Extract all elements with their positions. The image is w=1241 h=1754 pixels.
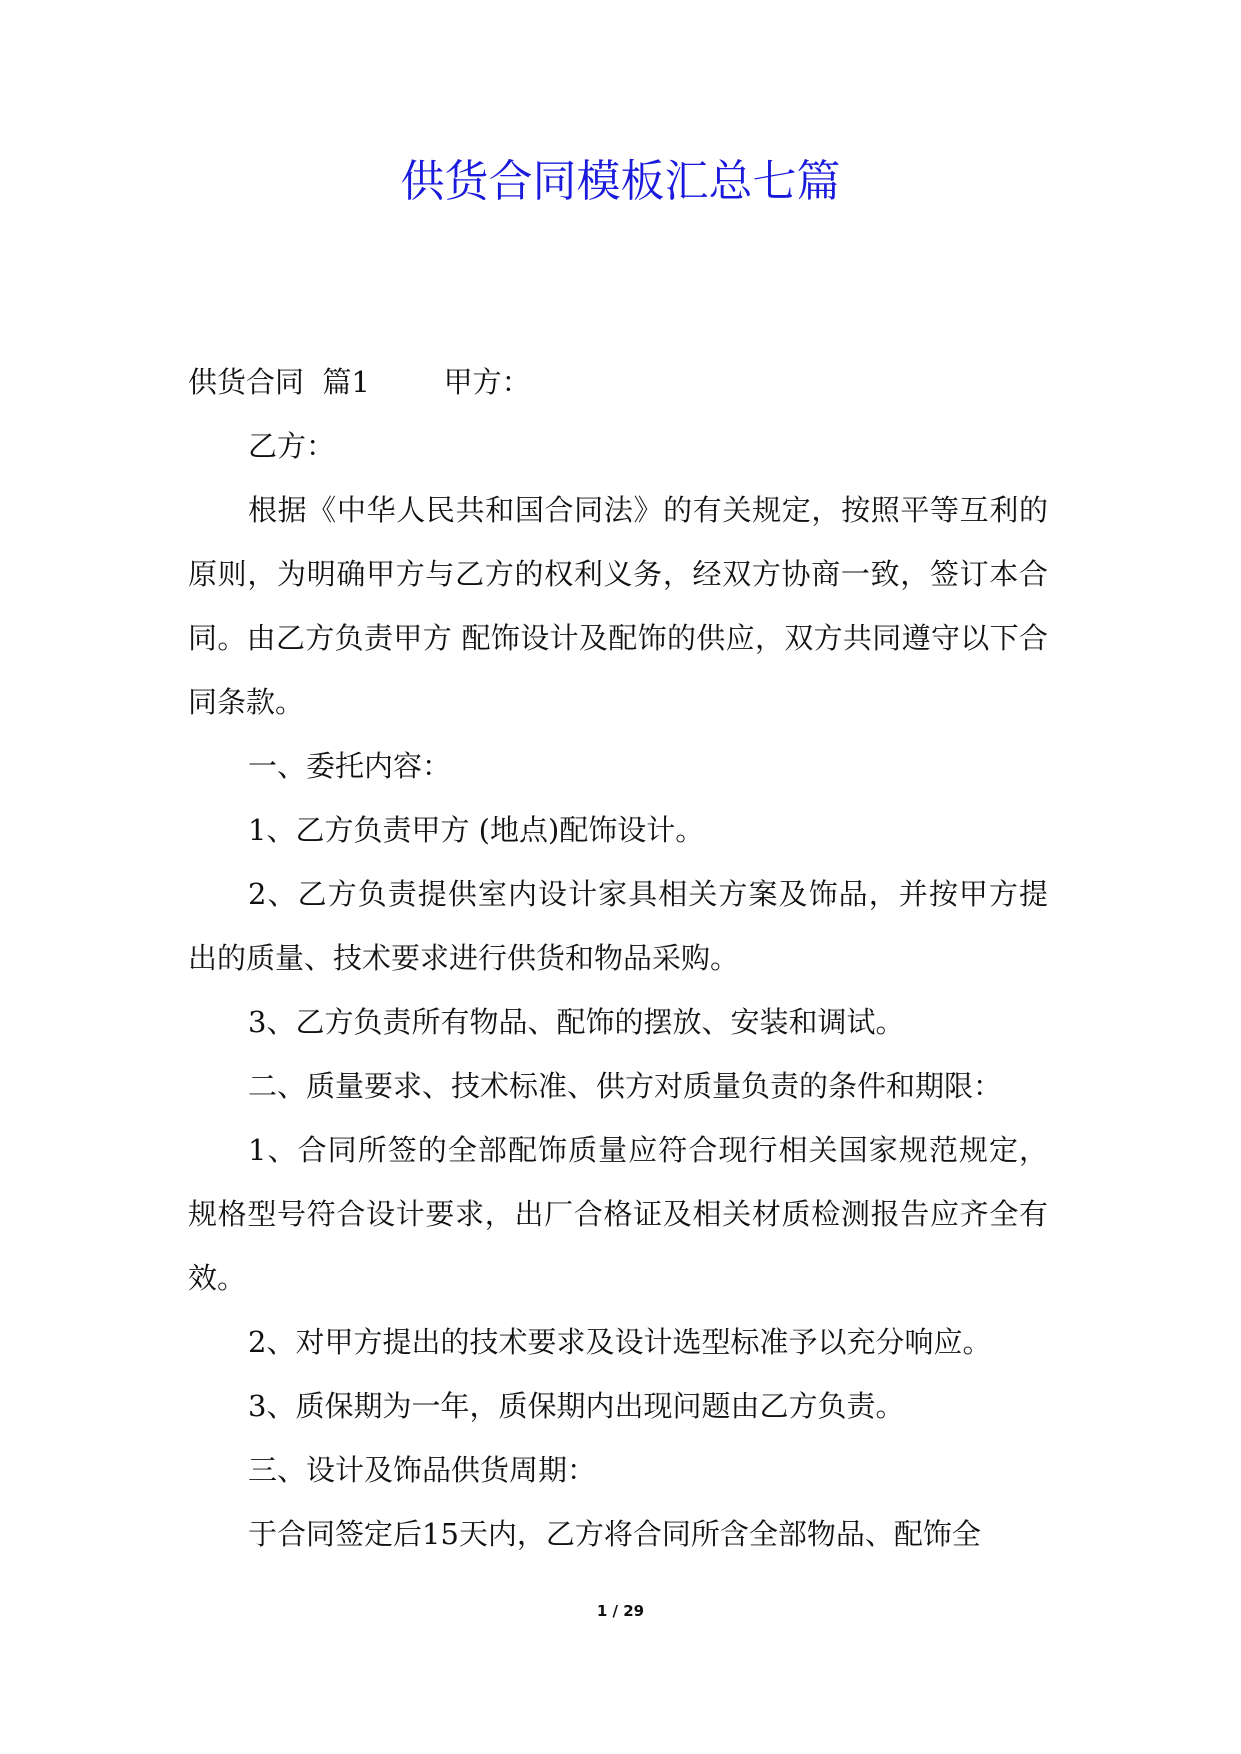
page-number: 1 / 29 — [596, 1602, 645, 1620]
paragraph: 供货合同 篇1 甲方： — [188, 365, 531, 399]
paragraph: 1、合同所签的全部配饰质量应符合现行相关国家规范规定，规格型号符合设计要求，出厂合格证及相关材质检测报告应齐全有效。 — [188, 1133, 1048, 1295]
paragraph: 3、乙方负责所有物品、配饰的摆放、安装和调试。 — [248, 1005, 905, 1039]
document-title: 供货合同模板汇总七篇 — [400, 156, 841, 207]
paragraph: 乙方： — [248, 429, 336, 463]
paragraph: 于合同签定后15天内，乙方将合同所含全部物品、配饰全 — [248, 1517, 981, 1551]
paragraph: 一、委托内容： — [248, 749, 452, 783]
paragraph: 2、乙方负责提供室内设计家具相关方案及饰品，并按甲方提出的质量、技术要求进行供货和物品采购。 — [188, 877, 1048, 975]
paragraph: 二、质量要求、技术标准、供方对质量负责的条件和期限： — [248, 1069, 1003, 1103]
document-body — [188, 350, 1048, 1566]
paragraph: 2、对甲方提出的技术要求及设计选型标准予以充分响应。 — [248, 1325, 992, 1359]
paragraph: 根据《中华人民共和国合同法》的有关规定，按照平等互利的原则，为明确甲方与乙方的权利义务，经双方协商一致，签订本合同。由乙方负责甲方 配饰设计及配饰的供应，双方共同遵守以下合同条款。 — [188, 493, 1048, 719]
paragraph: 1、乙方负责甲方 (地点)配饰设计。 — [248, 813, 705, 847]
paragraph: 3、质保期为一年，质保期内出现问题由乙方负责。 — [248, 1389, 905, 1423]
paragraph: 三、设计及饰品供货周期： — [248, 1453, 597, 1487]
